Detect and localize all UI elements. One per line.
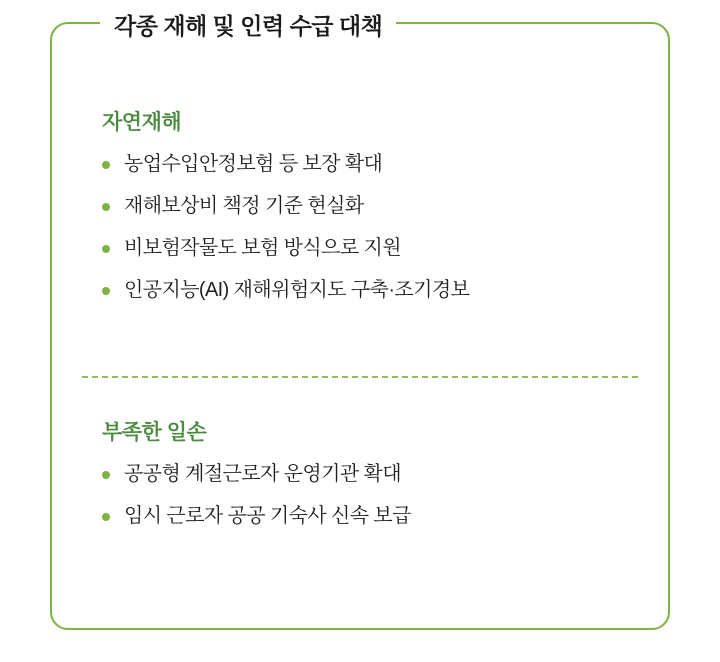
list-item — [102, 194, 638, 219]
page-title: 각종 재해 및 인력 수급 대책 — [100, 8, 396, 41]
section-heading-labor-shortage: 부족한 일손 — [102, 421, 207, 444]
list-item-label: 공공형 계절근로자 운영기관 확대 — [124, 463, 401, 485]
bullet-list-labor-shortage — [102, 462, 638, 529]
section-labor-shortage — [102, 416, 638, 529]
section-natural-disaster — [102, 106, 638, 303]
bullet-dot-icon — [102, 161, 110, 169]
list-item — [102, 278, 638, 303]
bullet-dot-icon — [102, 513, 110, 521]
list-item-label: 비보험작물도 보험 방식으로 지원 — [124, 237, 401, 259]
list-item — [102, 504, 638, 529]
bullet-dot-icon — [102, 203, 110, 211]
bullet-dot-icon — [102, 287, 110, 295]
list-item — [102, 462, 638, 487]
list-item-label: 인공지능(AI) 재해위험지도 구축·조기경보 — [124, 279, 470, 301]
info-card — [50, 13, 670, 630]
list-item — [102, 152, 638, 177]
bullet-dot-icon — [102, 471, 110, 479]
list-item-label: 재해보상비 책정 기준 현실화 — [124, 195, 364, 217]
list-item-label: 임시 근로자 공공 기숙사 신속 보급 — [124, 505, 411, 527]
bullet-list-natural-disaster — [102, 152, 638, 303]
section-heading-natural-disaster: 자연재해 — [102, 111, 182, 134]
section-divider — [82, 376, 638, 378]
bullet-dot-icon — [102, 245, 110, 253]
list-item-label: 농업수입안정보험 등 보장 확대 — [124, 153, 383, 175]
list-item — [102, 236, 638, 261]
